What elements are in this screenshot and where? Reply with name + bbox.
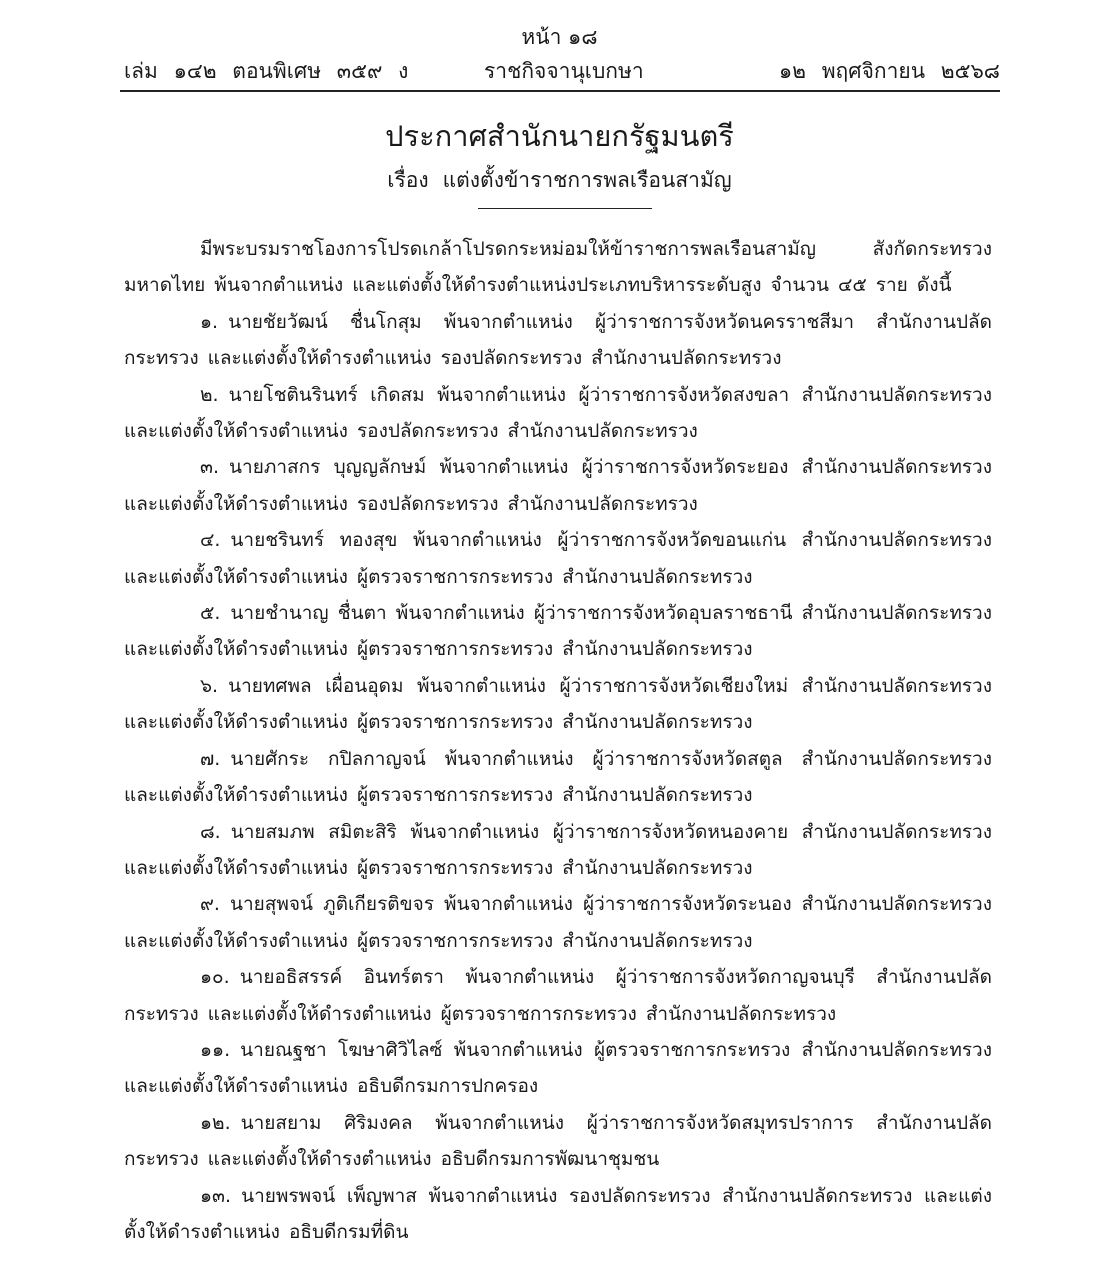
item-text: นายสุพจน์ ภูติเกียรติขจร พ้นจากตำแหน่ง ผู้ว่าราชการจังหวัดระนอง สำนักงานปลัดกระทรวง และแต่งตั้งให้ดำรงตำแหน่ง ผู้ตรวจราชการกระทรวง สำนักงานปลัดกระทรวง [124,893,992,952]
item-number: ๑๓. [200,1184,232,1207]
item-text: นายโชตินรินทร์ เกิดสม พ้นจากตำแหน่ง ผู้ว่าราชการจังหวัดสงขลา สำนักงานปลัดกระทรวง และแต่งตั้งให้ดำรงตำแหน่ง รองปลัดกระทรวง สำนักงานปลัดกระทรวง [124,383,992,443]
subject-text: แต่งตั้งข้าราชการพลเรือนสามัญ [442,168,732,192]
item-number: ๕. [200,602,221,625]
announcement-subject [0,164,1119,196]
item-number: ๒. [200,383,219,406]
item-text: นายศักระ กปิลกาญจน์ พ้นจากตำแหน่ง ผู้ว่าราชการจังหวัดสตูล สำนักงานปลัดกระทรวง และแต่งตั้งให้ดำรงตำแหน่ง ผู้ตรวจราชการกระทรวง สำนักงานปลัดกระทรวง [124,747,992,807]
appointment-item [124,449,992,522]
issue-date: ๑๒ พฤศจิกายน ๒๕๖๘ [778,59,1000,83]
subject-label: เรื่อง [387,168,429,192]
item-number: ๑๒. [200,1111,231,1134]
item-text: นายชำนาญ ชื่นตา พ้นจากตำแหน่ง ผู้ว่าราชการจังหวัดอุบลราชธานี สำนักงานปลัดกระทรวง และแต่งตั้งให้ดำรงตำแหน่ง ผู้ตรวจราชการกระทรวง สำนักงานปลัดกระทรวง [124,602,992,661]
appointment-item [124,522,992,595]
item-text: นายชรินทร์ ทองสุข พ้นจากตำแหน่ง ผู้ว่าราชการจังหวัดขอนแก่น สำนักงานปลัดกระทรวง และแต่งตั้งให้ดำรงตำแหน่ง ผู้ตรวจราชการกระทรวง สำนักงานปลัดกระทรวง [124,529,992,588]
appointment-item [124,959,992,1032]
appointment-item [124,668,992,741]
announcement-body [124,231,992,1250]
item-number: ๙. [200,893,220,916]
item-number: ๑๑. [200,1038,231,1061]
intro-paragraph: มีพระบรมราชโองการโปรดเกล้าโปรดกระหม่อมให้ข้าราชการพลเรือนสามัญ สังกัดกระทรวงมหาดไทย พ้นจากตำแหน่ง และแต่งตั้งให้ดำรงตำแหน่งประเภทบริหารระดับสูง จำนวน ๔๕ ราย ดังนี้ [124,238,992,297]
item-number: ๗. [200,747,221,770]
item-text: นายภาสกร บุญญลักษม์ พ้นจากตำแหน่ง ผู้ว่าราชการจังหวัดระยอง สำนักงานปลัดกระทรวง และแต่งตั้งให้ดำรงตำแหน่ง รองปลัดกระทรวง สำนักงานปลัดกระทรวง [124,456,992,515]
appointment-item [124,377,992,450]
appointment-item [124,1105,992,1178]
page-number: หน้า ๑๘ [521,25,598,49]
header-rule [120,90,1000,92]
appointment-item [124,814,992,887]
item-number: ๘. [200,820,221,843]
item-number: ๑. [200,310,219,333]
item-text: นายสยาม ศิริมงคล พ้นจากตำแหน่ง ผู้ว่าราชการจังหวัดสมุทรปราการ สำนักงานปลัดกระทรวง และแต่งตั้งให้ดำรงตำแหน่ง อธิบดีกรมการพัฒนาชุมชน [124,1111,992,1171]
item-text: นายพรพจน์ เพ็ญพาส พ้นจากตำแหน่ง รองปลัดกระทรวง สำนักงานปลัดกระทรวง และแต่งตั้งให้ดำรงตำแหน่ง อธิบดีกรมที่ดิน [124,1184,992,1243]
item-text: นายณฐชา โฆษาศิวิไลซ์ พ้นจากตำแหน่ง ผู้ตรวจราชการกระทรวง สำนักงานปลัดกระทรวง และแต่งตั้งให้ดำรงตำแหน่ง อธิบดีกรมการปกครอง [124,1038,992,1098]
item-number: ๖. [200,674,219,697]
volume-info: เล่ม ๑๔๒ ตอนพิเศษ ๓๕๙ ง [124,59,409,83]
item-text: นายสมภพ สมิตะสิริ พ้นจากตำแหน่ง ผู้ว่าราชการจังหวัดหนองคาย สำนักงานปลัดกระทรวง และแต่งตั้งให้ดำรงตำแหน่ง ผู้ตรวจราชการกระทรวง สำนักงานปลัดกระทรวง [124,820,992,879]
appointment-item [124,1032,992,1105]
item-text: นายชัยวัฒน์ ชื่นโกสุม พ้นจากตำแหน่ง ผู้ว่าราชการจังหวัดนครราชสีมา สำนักงานปลัดกระทรวง และแต่งตั้งให้ดำรงตำแหน่ง รองปลัดกระทรวง สำนักงานปลัดกระทรวง [124,310,992,370]
appointment-item [124,304,992,377]
item-text: นายอธิสรรค์ อินทร์ตรา พ้นจากตำแหน่ง ผู้ว่าราชการจังหวัดกาญจนบุรี สำนักงานปลัดกระทรวง และแต่งตั้งให้ดำรงตำแหน่ง ผู้ตรวจราชการกระทรวง สำนักงานปลัดกระทรวง [124,966,992,1025]
gazette-name: ราชกิจจานุเบกษา [484,59,644,83]
item-text: นายทศพล เผื่อนอุดม พ้นจากตำแหน่ง ผู้ว่าราชการจังหวัดเชียงใหม่ สำนักงานปลัดกระทรวง และแต่งตั้งให้ดำรงตำแหน่ง ผู้ตรวจราชการกระทรวง สำนักงานปลัดกระทรวง [124,674,992,734]
title-divider [478,208,652,209]
appointment-item [124,741,992,814]
item-number: ๓. [200,456,220,479]
item-number: ๑๐. [200,966,230,989]
appointment-list [124,304,992,1251]
item-number: ๔. [200,529,221,552]
appointment-item [124,1178,992,1251]
appointment-item [124,886,992,959]
appointment-item [124,595,992,668]
announcement-title: ประกาศสำนักนายกรัฐมนตรี [385,119,734,153]
